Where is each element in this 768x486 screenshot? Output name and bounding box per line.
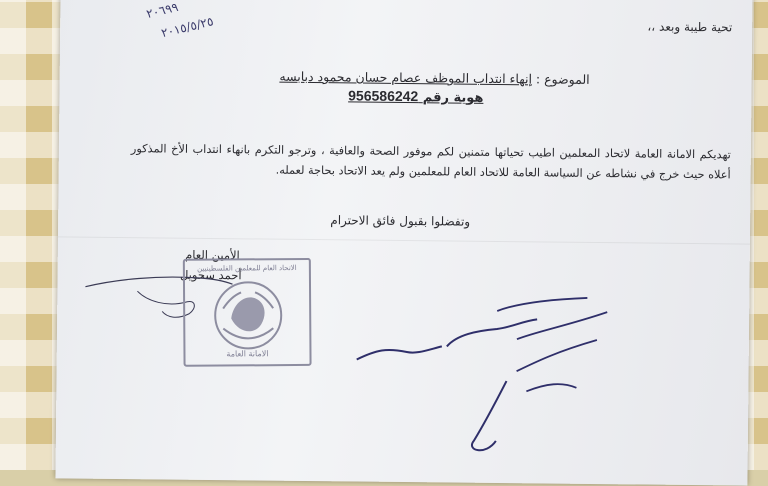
handwritten-reference (145, 0, 215, 42)
id-number: 956586242 (348, 87, 419, 105)
subject-label: الموضوع : (535, 71, 590, 87)
subject-line (279, 69, 589, 87)
handwritten-reference-number: ٢٠٦٩٩ (144, 0, 180, 22)
stamp-bottom-text: الامانة العامة (226, 349, 269, 359)
stamp-top-text: الاتحاد العام للمعلمين الفلسطينيين (197, 264, 297, 273)
closing-line: وتفضلوا بقبول فائق الاحترام (330, 213, 471, 229)
letter-body: تهديكم الامانة العامة لاتحاد المعلمين اطيب تحياتها متمنين لكم موفور الصحة والعافية ، وترجو التكرم بانهاء انتداب الأخ المذكور أعلاه حيث خرج في نشاطه عن السياسة العامة للاتحاد العام للمعلمين ولم يعد الاتحاد بحاجة لعمله. (130, 142, 731, 182)
id-line (348, 87, 483, 105)
greeting: تحية طيبة وبعد ،، (647, 19, 733, 35)
emblem-icon (211, 278, 286, 353)
id-label: هوية رقم (422, 90, 484, 106)
handwritten-reference-date: ٢٠١٥/٥/٢٥ (159, 14, 215, 41)
signatory-title: الأمين العام (185, 247, 240, 263)
letter-document (55, 0, 752, 486)
subject-text: إنهاء انتداب الموظف عصام حسان محمود دبابسه (279, 68, 533, 87)
paper-fold (58, 236, 750, 244)
signatory-name: أحمد سحويل (179, 267, 242, 283)
